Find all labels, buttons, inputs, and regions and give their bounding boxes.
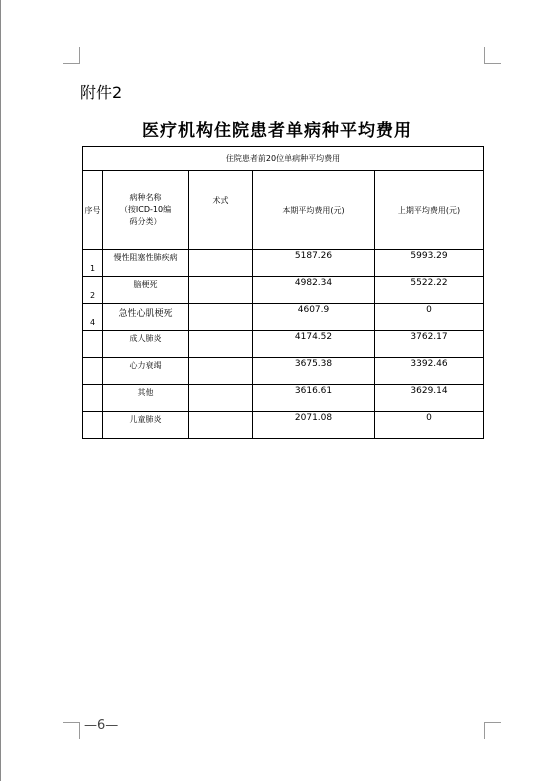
table-row [83, 412, 484, 439]
table-caption: 住院患者前20位单病种平均费用 [83, 147, 484, 171]
document-title: 医疗机构住院患者单病种平均费用 [142, 121, 412, 141]
row-seq [83, 412, 103, 439]
table-row [83, 277, 484, 304]
row-current-cost: 2071.08 [253, 412, 375, 439]
header-surgery: 术式 [189, 171, 253, 250]
row-disease-name: 其他 [103, 385, 189, 412]
header-disease-line-2: （按ICD-10编 [119, 205, 172, 214]
header-disease-line-3: 码分类） [129, 217, 162, 226]
table-header-row [83, 171, 484, 250]
header-disease-line-1: 病种名称 [129, 193, 162, 202]
header-previous-cost: 上期平均费用(元) [375, 171, 484, 250]
row-disease-name: 慢性阻塞性肺疾病 [103, 250, 189, 277]
row-seq [83, 250, 103, 277]
row-previous-cost: 0 [375, 304, 484, 331]
row-previous-cost: 3629.14 [375, 385, 484, 412]
row-current-cost: 3616.61 [253, 385, 375, 412]
row-surgery [189, 277, 253, 304]
row-seq-text: 1 [89, 263, 96, 273]
row-previous-cost: 0 [375, 412, 484, 439]
row-surgery [189, 358, 253, 385]
table-row [83, 385, 484, 412]
row-previous-cost: 5993.29 [375, 250, 484, 277]
row-surgery [189, 250, 253, 277]
crop-mark-bottom-left [63, 722, 80, 739]
row-surgery [189, 331, 253, 358]
row-previous-cost: 3762.17 [375, 331, 484, 358]
crop-mark-bottom-right [484, 722, 501, 739]
row-seq [83, 358, 103, 385]
header-current-cost: 本期平均费用(元) [253, 171, 375, 250]
row-disease-name: 脑梗死 [103, 277, 189, 304]
row-previous-cost: 5522.22 [375, 277, 484, 304]
row-seq [83, 304, 103, 331]
row-surgery [189, 385, 253, 412]
row-disease-name: 急性心肌梗死 [103, 304, 189, 331]
row-seq [83, 385, 103, 412]
header-disease [103, 171, 189, 250]
crop-mark-top-left [63, 47, 80, 64]
row-current-cost: 4174.52 [253, 331, 375, 358]
table-row [83, 250, 484, 277]
page-number: —6— [84, 718, 119, 733]
row-seq-text: 2 [89, 290, 96, 300]
row-seq [83, 277, 103, 304]
row-current-cost: 5187.26 [253, 250, 375, 277]
row-seq-text: 4 [89, 317, 96, 327]
attachment-label: 附件2 [80, 83, 123, 102]
table-row [83, 304, 484, 331]
header-seq: 序号 [83, 171, 103, 250]
crop-mark-top-right [484, 47, 501, 64]
row-current-cost: 4982.34 [253, 277, 375, 304]
row-previous-cost: 3392.46 [375, 358, 484, 385]
row-current-cost: 3675.38 [253, 358, 375, 385]
fee-table [82, 146, 484, 439]
row-current-cost: 4607.9 [253, 304, 375, 331]
row-surgery [189, 412, 253, 439]
row-surgery [189, 304, 253, 331]
row-disease-name: 儿童肺炎 [103, 412, 189, 439]
row-disease-name: 心力衰竭 [103, 358, 189, 385]
table-row [83, 331, 484, 358]
table-caption-row [83, 147, 484, 171]
table-row [83, 358, 484, 385]
row-disease-name: 成人肺炎 [103, 331, 189, 358]
row-seq [83, 331, 103, 358]
